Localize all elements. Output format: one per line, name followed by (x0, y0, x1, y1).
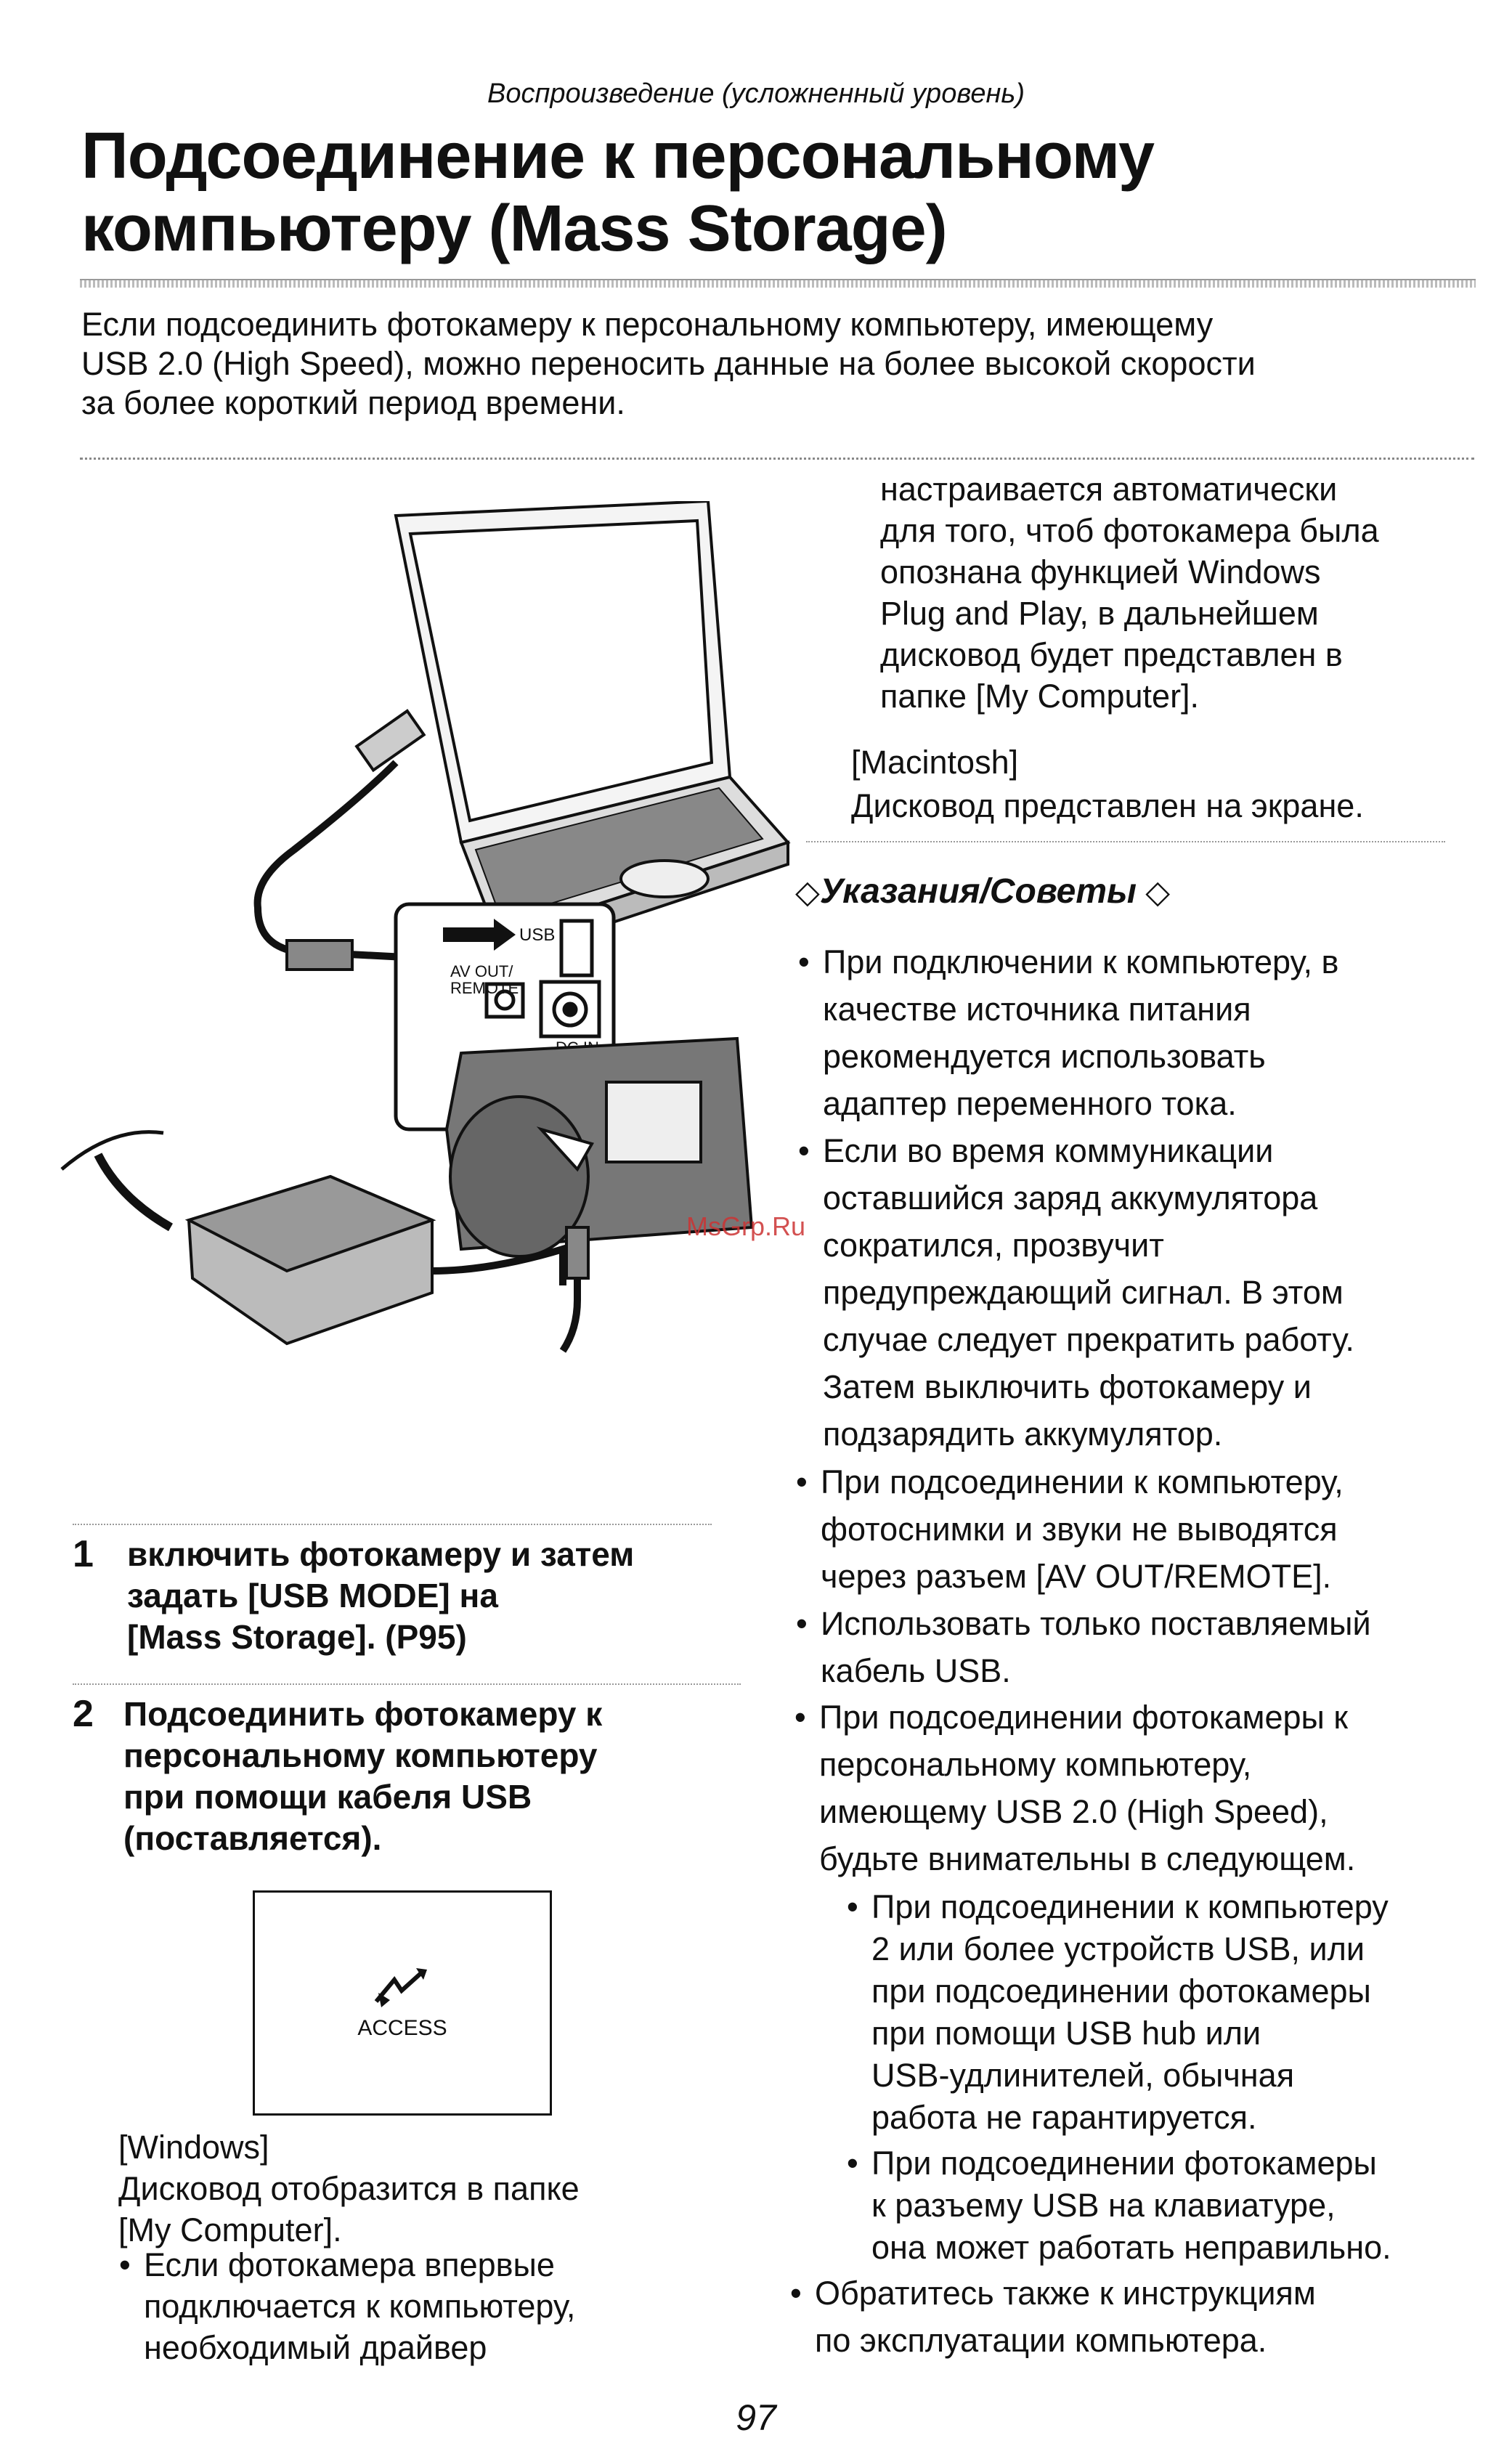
tip-sub-bullet-2 (847, 2142, 1481, 2269)
windows-continued-text (880, 468, 1490, 717)
sub-2-line-1: При подсоединении фотокамеры (871, 2145, 1377, 2182)
macintosh-section (851, 741, 1490, 828)
sub-1-line-2: 2 или более устройств USB, или (871, 1930, 1365, 1967)
tip-bullet-6 (790, 2270, 1468, 2364)
right-top-line-4: Plug and Play, в дальнейшем (880, 595, 1319, 632)
usb-port-label: USB (519, 925, 556, 945)
tip-2-line-6: Затем выключить фотокамеру и (823, 1368, 1312, 1405)
step-2-number: 2 (73, 1693, 94, 1735)
tip-1-line-1: При подключении к компьютеру, в (823, 943, 1339, 980)
bullet-dot: • (119, 2246, 131, 2283)
access-lightning-icon (373, 1965, 431, 2009)
bullet-dot: • (847, 1888, 858, 1925)
macintosh-heading: [Macintosh] (851, 744, 1019, 781)
bullet-dot: • (796, 1463, 808, 1500)
right-top-line-2: для того, чтоб фотокамера была (880, 512, 1379, 549)
intro-line-3: за более короткий период времени. (81, 384, 625, 421)
tip-bullet-5 (794, 1694, 1473, 1882)
step-2-text (123, 1694, 741, 1859)
step-1-number: 1 (73, 1533, 94, 1575)
step-1-line-3: [Mass Storage]. (P95) (127, 1618, 467, 1656)
right-top-line-5: дисковод будет представлен в (880, 636, 1343, 673)
right-top-line-3: опознана функцией Windows (880, 553, 1321, 590)
sub-2-line-3: она может работать неправильно. (871, 2229, 1391, 2266)
windows-bullet-line-3: необходимый драйвер (144, 2329, 487, 2366)
tip-bullet-3 (796, 1458, 1474, 1600)
intro-divider (80, 458, 1474, 460)
tip-bullet-4 (796, 1600, 1474, 1694)
tip-1-line-3: рекомендуется использовать (823, 1038, 1266, 1075)
bullet-dot: • (798, 1132, 810, 1169)
sub-1-line-1: При подсоединении к компьютеру (871, 1888, 1389, 1925)
macintosh-divider (806, 841, 1445, 842)
watermark: MsGrp.Ru (686, 1211, 806, 1241)
step-1-text (127, 1534, 744, 1658)
sub-1-line-5: USB-удлинителей, обычная (871, 2057, 1295, 2094)
tip-5-line-1: При подсоединении фотокамеры к (819, 1699, 1349, 1736)
step-2-divider (73, 1683, 741, 1685)
tip-2-line-2: оставшийся заряд аккумулятора (823, 1179, 1318, 1216)
intro-line-2: USB 2.0 (High Speed), можно переносить данные на более высокой скорости (81, 345, 1256, 382)
tip-5-line-3: имеющему USB 2.0 (High Speed), (819, 1793, 1328, 1830)
bullet-dot: • (790, 2275, 802, 2312)
tip-4-line-1: Использовать только поставляемый (821, 1605, 1371, 1642)
bullet-dot: • (796, 1605, 808, 1642)
step-2-line-2: персональному компьютеру (123, 1736, 598, 1774)
tip-4-line-2: кабель USB. (821, 1652, 1011, 1689)
tip-1-line-2: качестве источника питания (823, 991, 1251, 1028)
windows-line-1: Дисковод отобразится в папке (118, 2170, 580, 2207)
step-2-line-4: (поставляется). (123, 1819, 382, 1857)
tip-5-line-4: будьте внимательны в следующем. (819, 1840, 1356, 1877)
windows-section (118, 2126, 772, 2251)
bullet-dot: • (847, 2145, 858, 2182)
bullet-dot: • (798, 943, 810, 980)
tip-sub-bullet-1 (847, 1886, 1481, 2139)
intro-line-1: Если подсоединить фотокамеру к персональному компьютеру, имеющему (81, 306, 1214, 343)
step-1-line-1: включить фотокамеру и затем (127, 1535, 635, 1573)
windows-heading: [Windows] (118, 2129, 269, 2166)
right-top-line-1: настраивается автоматически (880, 471, 1338, 508)
page-title (81, 120, 1461, 265)
title-line-2: компьютеру (Mass Storage) (81, 192, 947, 265)
tip-2-line-1: Если во время коммуникации (823, 1132, 1274, 1169)
macintosh-text: Дисковод представлен на экране. (851, 787, 1364, 824)
sub-1-line-6: работа не гарантируется. (871, 2099, 1257, 2136)
access-screen (253, 1890, 552, 2116)
sub-2-line-2: к разъему USB на клавиатуре, (871, 2187, 1336, 2224)
title-line-1: Подсоединение к персональному (81, 120, 1155, 192)
access-label: ACCESS (357, 2016, 447, 2040)
tip-bullet-2 (798, 1127, 1476, 1458)
title-divider (80, 279, 1476, 288)
tip-6-line-1: Обратитесь также к инструкциям (815, 2275, 1316, 2312)
intro-paragraph (81, 305, 1476, 423)
sub-1-line-3: при подсоединении фотокамеры (871, 1972, 1371, 2010)
tip-3-line-1: При подсоединении к компьютеру, (821, 1463, 1344, 1500)
tip-3-line-3: через разъем [AV OUT/REMOTE]. (821, 1558, 1332, 1595)
step-2-line-3: при помощи кабеля USB (123, 1778, 532, 1816)
windows-line-2: [My Computer]. (118, 2211, 342, 2248)
right-top-line-6: папке [My Computer]. (880, 678, 1200, 715)
tip-bullet-1 (798, 938, 1476, 1127)
tip-6-line-2: по эксплуатации компьютера. (815, 2322, 1267, 2359)
tip-2-line-7: подзарядить аккумулятор. (823, 1415, 1223, 1452)
diamond-icon: ◇ (1145, 874, 1171, 910)
laptop-illustration (396, 501, 788, 960)
step-1-line-2: задать [USB MODE] на (127, 1577, 498, 1614)
av-out-label-line-1: AV OUT/ (450, 962, 513, 980)
tip-2-line-3: сократился, прозвучит (823, 1227, 1164, 1264)
sub-1-line-4: при помощи USB hub или (871, 2015, 1261, 2052)
tip-2-line-4: предупреждающий сигнал. В этом (823, 1274, 1344, 1311)
bullet-dot: • (794, 1699, 806, 1736)
tip-5-line-2: персональному компьютеру, (819, 1746, 1252, 1783)
windows-bullet-line-1: Если фотокамера впервые (144, 2246, 555, 2283)
windows-bullet (119, 2244, 783, 2368)
tips-heading-text: Указания/Советы (819, 872, 1137, 911)
diamond-icon: ◇ (795, 874, 820, 910)
connection-illustration (54, 501, 795, 1496)
tip-2-line-5: случае следует прекратить работу. (823, 1321, 1354, 1358)
windows-bullet-line-2: подключается к компьютеру, (144, 2288, 576, 2325)
tip-3-line-2: фотоснимки и звуки не выводятся (821, 1511, 1338, 1548)
section-header: Воспроизведение (усложненный уровень) (487, 78, 1025, 109)
tip-1-line-4: адаптер переменного тока. (823, 1085, 1237, 1122)
av-out-label-line-2: REMOTE (450, 979, 519, 997)
tips-heading (795, 871, 1449, 911)
step-2-line-1: Подсоединить фотокамеру к (123, 1695, 603, 1733)
step-1-divider (73, 1524, 712, 1525)
page-number: 97 (736, 2397, 776, 2438)
